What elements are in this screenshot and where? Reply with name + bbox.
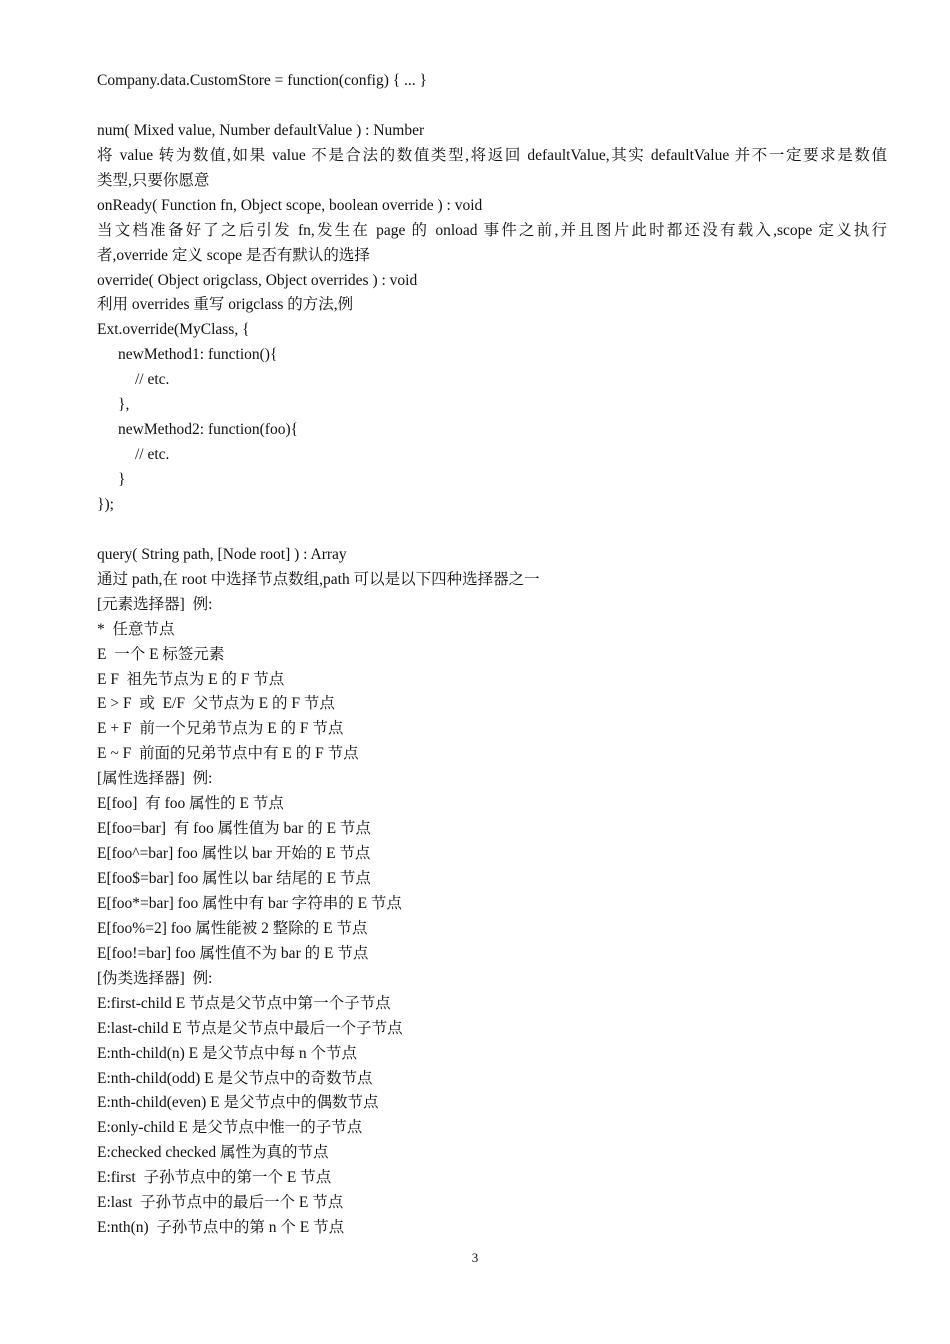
code-line: },	[118, 396, 130, 414]
section-heading-pseudo-selector: [伪类选择器] 例:	[97, 969, 213, 987]
blank-line	[97, 94, 887, 119]
selector-item: E[foo%=2] foo 属性能被 2 整除的 E 节点	[97, 919, 368, 937]
selector-item: E:first 子孙节点中的第一个 E 节点	[97, 1169, 332, 1187]
query-description: 通过 path,在 root 中选择节点数组,path 可以是以下四种选择器之一	[97, 570, 540, 588]
selector-item: E:last 子孙节点中的最后一个 E 节点	[97, 1194, 344, 1212]
section-heading-element-selector: [元素选择器] 例:	[97, 595, 213, 613]
section-heading-attribute-selector: [属性选择器] 例:	[97, 770, 213, 788]
selector-item: E:checked checked 属性为真的节点	[97, 1144, 329, 1162]
method-signature-override: override( Object origclass, Object overrides ) : void	[97, 271, 418, 289]
selector-item: E:nth(n) 子孙节点中的第 n 个 E 节点	[97, 1219, 345, 1237]
code-line: Ext.override(MyClass, {	[97, 321, 250, 339]
selector-item: E:first-child E 节点是父节点中第一个子节点	[97, 994, 391, 1012]
method-signature-query: query( String path, [Node root] ) : Array	[97, 545, 347, 563]
selector-item: E:nth-child(even) E 是父节点中的偶数节点	[97, 1094, 379, 1112]
selector-item: E[foo^=bar] foo 属性以 bar 开始的 E 节点	[97, 845, 371, 863]
code-line: // etc.	[135, 446, 170, 464]
method-signature-onready: onReady( Function fn, Object scope, boolean override ) : void	[97, 196, 483, 214]
selector-item: E[foo!=bar] foo 属性值不为 bar 的 E 节点	[97, 944, 369, 962]
selector-item: E + F 前一个兄弟节点为 E 的 F 节点	[97, 720, 344, 738]
onready-description-continued: 者,override 定义 scope 是否有默认的选择	[97, 246, 370, 264]
code-line: // etc.	[135, 371, 170, 389]
selector-item: E[foo*=bar] foo 属性中有 bar 字符串的 E 节点	[97, 894, 402, 912]
override-description: 利用 overrides 重写 origclass 的方法,例	[97, 296, 354, 314]
code-line: });	[97, 495, 114, 513]
onready-description: 当文档准备好了之后引发 fn,发生在 page 的 onload 事件之前,并且图片此时都还没有载入,scope 定义执行	[97, 221, 887, 239]
selector-item: E[foo] 有 foo 属性的 E 节点	[97, 795, 284, 813]
selector-item: E:nth-child(odd) E 是父节点中的奇数节点	[97, 1069, 373, 1087]
selector-item: E[foo=bar] 有 foo 属性值为 bar 的 E 节点	[97, 820, 371, 838]
selector-item: E[foo$=bar] foo 属性以 bar 结尾的 E 节点	[97, 870, 371, 887]
selector-item: E 一个 E 标签元素	[97, 645, 225, 663]
code-line-custom-store: Company.data.CustomStore = function(config) { ... }	[97, 72, 427, 89]
selector-item: E:nth-child(n) E 是父节点中每 n 个节点	[97, 1044, 358, 1062]
selector-item: E F 祖先节点为 E 的 F 节点	[97, 670, 285, 688]
selector-item: E:last-child E 节点是父节点中最后一个子节点	[97, 1019, 403, 1037]
code-line: }	[118, 471, 126, 488]
selector-item: E ~ F 前面的兄弟节点中有 E 的 F 节点	[97, 745, 359, 763]
selector-item: E:only-child E 是父节点中惟一的子节点	[97, 1119, 363, 1137]
selector-item: E > F 或 E/F 父节点为 E 的 F 节点	[97, 695, 335, 713]
document-body	[97, 69, 887, 1241]
code-line: newMethod1: function(){	[118, 346, 278, 364]
selector-item: * 任意节点	[97, 620, 175, 638]
num-description: 将 value 转为数值,如果 value 不是合法的数值类型,将返回 defaultValue,其实 defaultValue 并不一定要求是数值	[97, 146, 887, 164]
num-description-continued: 类型,只要你愿意	[97, 171, 210, 189]
code-line: newMethod2: function(foo){	[118, 421, 299, 439]
blank-line	[97, 518, 887, 543]
page-number: 3	[471, 1250, 479, 1265]
method-signature-num: num( Mixed value, Number defaultValue ) : Number	[97, 121, 425, 139]
